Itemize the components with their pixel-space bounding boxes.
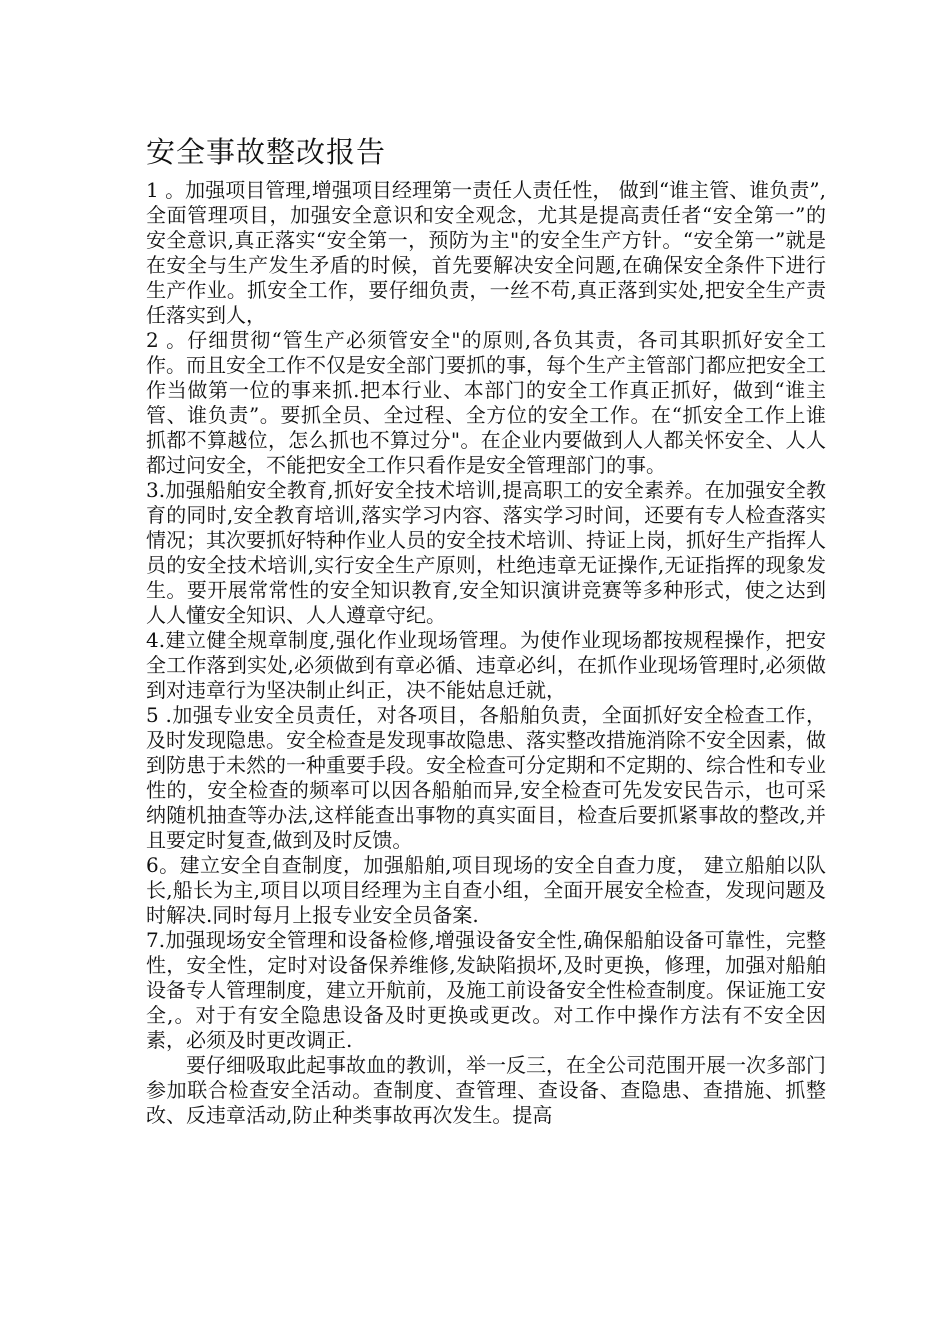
paragraph-conclusion: 要仔细吸取此起事故血的教训，举一反三，在全公司范围开展一次多部门参加联合检查安全活动。查制度、查管理、查设备、查隐患、查措施、抓整改、反违章活动,防止种类事故再次发生。提高 — [146, 1053, 826, 1127]
paragraph-2: 2 。仔细贯彻“管生产必须管安全"的原则,各负其责，各司其职抓好安全工作。而且安全工作不仅是安全部门要抓的事，每个生产主管部门都应把安全工作当做第一位的事来抓.把本行业、本部门的安全工作真正抓好，做到“谁主管、谁负责”。要抓全员、全过程、全方位的安全工作。在“抓安全工作上谁抓都不算越位，怎么抓也不算过分"。在企业内要做到人人都关怀安全、人人都过问安全，不能把安全工作只看作是安全管理部门的事。 — [146, 328, 826, 477]
paragraph-3: 3.加强船舶安全教育,抓好安全技术培训,提高职工的安全素养。在加强安全教育的同时,安全教育培训,落实学习内容、落实学习时间，还要有专人检查落实情况；其次要抓好特种作业人员的安全技术培训、持证上岗，抓好生产指挥人员的安全技术培训,实行安全生产原则，杜绝违章无证操作,无证指挥的现象发生。要开展常常性的安全知识教育,安全知识演讲竞赛等多种形式，使之达到人人懂安全知识、人人遵章守纪。 — [146, 478, 826, 627]
paragraph-7: 7.加强现场安全管理和设备检修,增强设备安全性,确保船舶设备可靠性，完整性，安全性，定时对设备保养维修,发缺陷损坏,及时更换，修理，加强对船舶设备专人管理制度，建立开航前，及施工前设备安全性检查制度。保证施工安全,。对于有安全隐患设备及时更换或更改。对工作中操作方法有不安全因素，必须及时更改调正. — [146, 928, 826, 1052]
paragraph-4: 4.建立健全规章制度,强化作业现场管理。为使作业现场都按规程操作，把安全工作落到实处,必须做到有章必循、违章必纠，在抓作业现场管理时,必须做到对违章行为坚决制止纠正，决不能姑息迁就， — [146, 628, 826, 702]
paragraph-5: 5 .加强专业安全员责任，对各项目，各船舶负责，全面抓好安全检查工作，及时发现隐患。安全检查是发现事故隐患、落实整改措施消除不安全因素，做到防患于未然的一种重要手段。安全检查可分定期和不定期的、综合性和专业性的，安全检查的频率可以因各船舶而异,安全检查可先发安民告示，也可采纳随机抽查等办法,这样能查出事物的真实面目，检查后要抓紧事故的整改,并且要定时复查,做到及时反馈。 — [146, 703, 826, 852]
paragraph-1: 1 。加强项目管理,增强项目经理第一责任人责任性， 做到“谁主管、谁负责”,全面管理项目，加强安全意识和安全观念，尤其是提高责任者“安全第一”的安全意识,真正落实“安全第一，预防为主"的安全生产方针。“安全第一”就是在安全与生产发生矛盾的时候，首先要解决安全问题,在确保安全条件下进行生产作业。抓安全工作，要仔细负责，一丝不苟,真正落到实处,把安全生产责任落实到人， — [146, 178, 826, 327]
document-title: 安全事故整改报告 — [146, 135, 387, 169]
document-body — [146, 132, 826, 1128]
paragraph-6: 6。建立安全自查制度，加强船舶,项目现场的安全自查力度， 建立船舶以队长,船长为主,项目以项目经理为主自查小组，全面开展安全检查，发现问题及时解决.同时每月上报专业安全员备案. — [146, 853, 826, 927]
